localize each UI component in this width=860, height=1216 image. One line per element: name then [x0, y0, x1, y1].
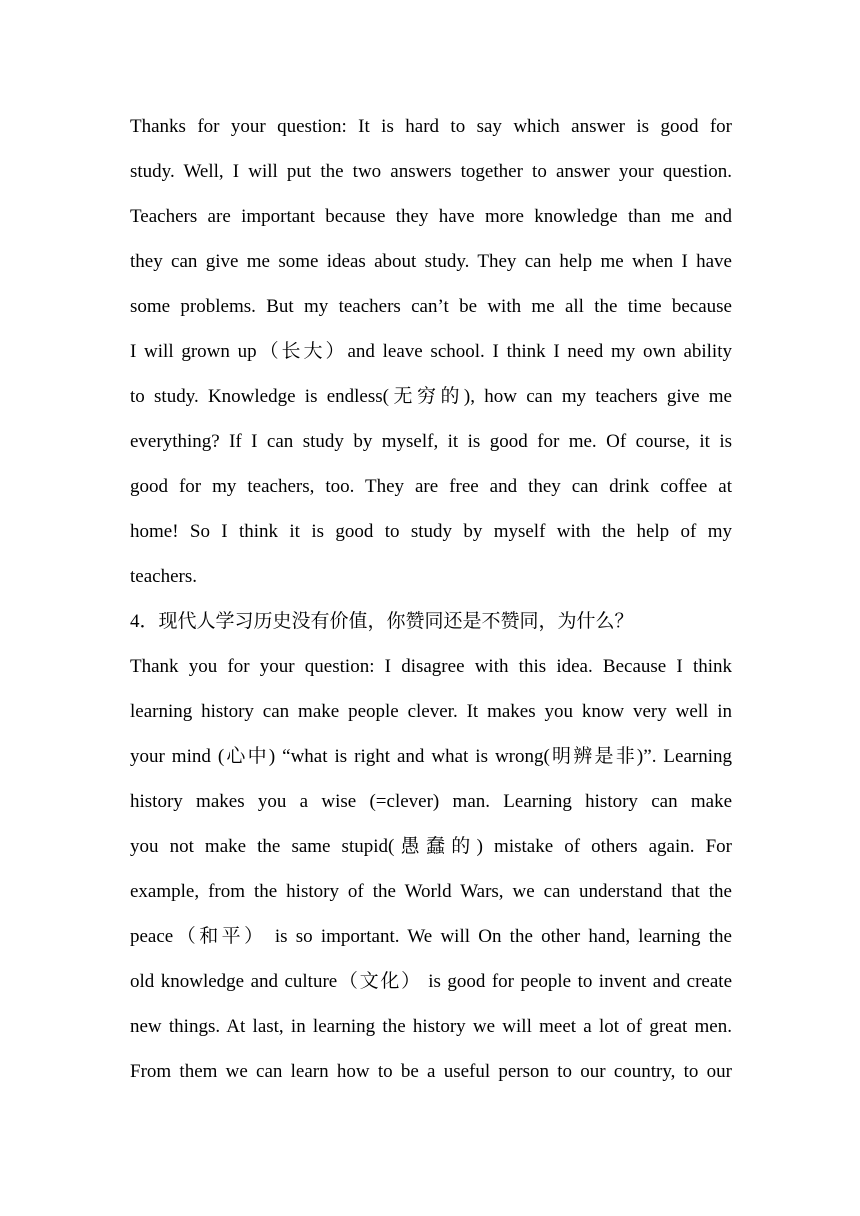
text-line-10: home! So I think it is good to study by myself with the help of my [130, 521, 732, 542]
text-line-9: good for my teachers, too. They are free and they can drink coffee at [130, 476, 732, 497]
text-line-2: study. Well, I will put the two answers together to answer your question. [130, 161, 732, 182]
text-line-5: some problems. But my teachers can’t be with me all the time because [130, 296, 732, 317]
text-line-15: your mind (心中) “what is right and what is wrong(明辨是非)”. Learning [130, 746, 732, 767]
text-line-3: Teachers are important because they have more knowledge than me and [130, 206, 732, 227]
text-line-11: teachers. [130, 566, 197, 587]
text-line-7: to study. Knowledge is endless(无穷的), how can my teachers give me [130, 386, 732, 407]
text-line-13: Thank you for your question: I disagree with this idea. Because I think [130, 656, 732, 677]
question-heading: 4．现代人学习历史没有价值，你赞同还是不赞同，为什么？ [130, 611, 634, 632]
text-line-18: example, from the history of the World Wars, we can understand that the [130, 881, 732, 902]
text-line-20: old knowledge and culture（文化） is good for people to invent and create [130, 971, 732, 992]
text-line-8: everything? If I can study by myself, it is good for me. Of course, it is [130, 431, 732, 452]
text-line-21: new things. At last, in learning the history we will meet a lot of great men. [130, 1016, 732, 1037]
text-line-1: Thanks for your question: It is hard to say which answer is good for [130, 116, 732, 137]
text-line-17: you not make the same stupid(愚蠢的) mistake of others again. For [130, 836, 732, 857]
text-line-4: they can give me some ideas about study. They can help me when I have [130, 251, 732, 272]
text-line-6: I will grown up（长大）and leave school. I think I need my own ability [130, 341, 732, 362]
text-line-14: learning history can make people clever. It makes you know very well in [130, 701, 732, 722]
text-line-22: From them we can learn how to be a useful person to our country, to our [130, 1061, 732, 1082]
text-line-19: peace（和平） is so important. We will On the other hand, learning the [130, 926, 732, 947]
text-line-16: history makes you a wise (=clever) man. Learning history can make [130, 791, 732, 812]
